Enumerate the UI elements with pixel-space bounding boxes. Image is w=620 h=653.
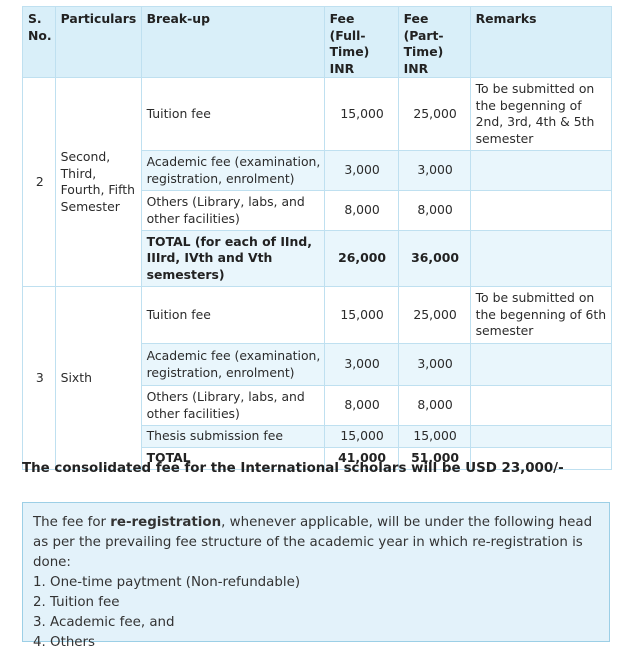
row-breakup: TOTAL (for each of IInd, IIIrd, IVth and Vth semesters): [141, 231, 324, 287]
row-remarks: [470, 386, 611, 426]
row-full-fee: 8,000: [324, 191, 398, 231]
row-full-fee: 8,000: [324, 386, 398, 426]
table-row: [23, 78, 612, 151]
consolidated-fee-note: The consolidated fee for the International scholars will be USD 23,000/-: [22, 461, 564, 476]
list-item: 3. Academic fee, and: [33, 615, 175, 630]
row-part-fee: 15,000: [398, 426, 470, 448]
header-sno: S. No.: [23, 7, 56, 78]
table-row: [23, 287, 612, 344]
list-item: 2. Tuition fee: [33, 595, 120, 610]
row-breakup: Tuition fee: [141, 78, 324, 151]
row-remarks: [470, 344, 611, 386]
row-part-fee: 25,000: [398, 78, 470, 151]
intro-text-before: The fee for: [33, 515, 111, 530]
row-remarks: [470, 191, 611, 231]
row-breakup: Others (Library, labs, and other facilities): [141, 191, 324, 231]
re-registration-list: [33, 573, 601, 653]
header-breakup: Break-up: [141, 7, 324, 78]
row-sno: 2: [23, 78, 56, 287]
row-breakup: TOTAL: [141, 448, 324, 470]
re-registration-intro: [33, 513, 601, 573]
row-full-fee: 26,000: [324, 231, 398, 287]
row-particulars: Sixth: [55, 287, 141, 470]
list-item: 4. Others: [33, 635, 96, 650]
header-part-time: Fee (Part-Time) INR: [398, 7, 470, 78]
row-sno: 3: [23, 287, 56, 470]
row-part-fee: 36,000: [398, 231, 470, 287]
row-remarks: [470, 151, 611, 191]
row-remarks: [470, 231, 611, 287]
header-particulars: Particulars: [55, 7, 141, 78]
header-remarks: Remarks: [470, 7, 611, 78]
row-full-fee: 3,000: [324, 151, 398, 191]
row-breakup: Others (Library, labs, and other facilities): [141, 386, 324, 426]
fee-table: [22, 6, 612, 470]
row-part-fee: 51,000: [398, 448, 470, 470]
row-remarks: To be submitted on the begenning of 2nd, 3rd, 4th & 5th semester: [470, 78, 611, 151]
row-part-fee: 25,000: [398, 287, 470, 344]
row-full-fee: 3,000: [324, 344, 398, 386]
row-breakup: Tuition fee: [141, 287, 324, 344]
row-part-fee: 3,000: [398, 151, 470, 191]
table-header-row: [23, 7, 612, 78]
row-part-fee: 8,000: [398, 191, 470, 231]
row-full-fee: 15,000: [324, 287, 398, 344]
re-registration-box: [22, 502, 610, 650]
intro-text-bold: re-registration: [110, 515, 222, 530]
row-part-fee: 8,000: [398, 386, 470, 426]
intro-text-after: , whenever applicable, will be under the following head as per the prevailing fee structure of the academic year in which re-registration is done:: [33, 515, 593, 570]
row-remarks: [470, 426, 611, 448]
list-item: 1. One-time paytment (Non-refundable): [33, 575, 301, 590]
row-full-fee: 15,000: [324, 78, 398, 151]
row-full-fee: 15,000: [324, 426, 398, 448]
row-breakup: Thesis submission fee: [141, 426, 324, 448]
row-particulars: Second, Third, Fourth, Fifth Semester: [55, 78, 141, 287]
row-remarks: To be submitted on the begenning of 6th semester: [470, 287, 611, 344]
row-part-fee: 3,000: [398, 344, 470, 386]
row-breakup: Academic fee (examination, registration, enrolment): [141, 344, 324, 386]
header-full-time: Fee (Full-Time) INR: [324, 7, 398, 78]
row-breakup: Academic fee (examination, registration, enrolment): [141, 151, 324, 191]
row-full-fee: 41,000: [324, 448, 398, 470]
